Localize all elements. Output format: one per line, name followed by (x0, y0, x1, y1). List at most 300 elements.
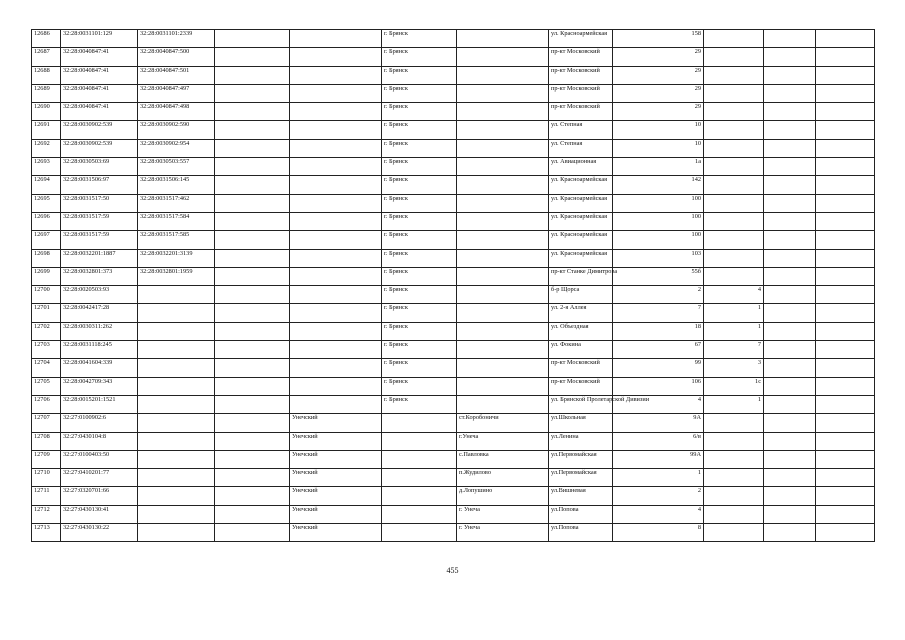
cell-building (704, 103, 764, 121)
cell-empty (215, 322, 290, 340)
cell-cadastral-number: 32:28:0031517:59 (61, 212, 138, 230)
cell-empty (816, 212, 875, 230)
cell-city: г. Брянск (382, 158, 457, 176)
cell-district (290, 267, 382, 285)
cell-empty (816, 103, 875, 121)
cell-district (290, 286, 382, 304)
cell-house: 55б (613, 267, 704, 285)
cell-street: пр-кт Московский (549, 48, 613, 66)
cell-row-number: 12704 (32, 359, 61, 377)
cell-house: 1а (613, 158, 704, 176)
cell-building (704, 30, 764, 48)
cell-cadastral-number: 32:28:0020503:93 (61, 286, 138, 304)
cell-district: Унечский (290, 524, 382, 542)
cell-row-number: 12692 (32, 139, 61, 157)
table-row (32, 395, 875, 413)
cell-settlement: г. Унеча (457, 505, 549, 523)
cell-cadastral-number: 32:28:0040847:41 (61, 103, 138, 121)
cell-district (290, 103, 382, 121)
cell-settlement (457, 359, 549, 377)
cell-street: ул. Степная (549, 139, 613, 157)
cell-cadastral-number-2 (138, 432, 215, 450)
cell-street: ул.Школьная (549, 414, 613, 432)
cell-building: 1с (704, 377, 764, 395)
cell-empty (215, 395, 290, 413)
cell-cadastral-number-2 (138, 359, 215, 377)
cell-cadastral-number: 32:28:0032201:1887 (61, 249, 138, 267)
cell-city: г. Брянск (382, 304, 457, 322)
cell-cadastral-number: 32:28:0042709:343 (61, 377, 138, 395)
cell-street: пр-кт Московский (549, 377, 613, 395)
cell-house: 10 (613, 121, 704, 139)
cell-city: г. Брянск (382, 176, 457, 194)
cell-street: пр-кт Московский (549, 84, 613, 102)
cell-cadastral-number: 32:28:0040847:41 (61, 84, 138, 102)
cell-house: 99 (613, 359, 704, 377)
cell-cadastral-number: 32:28:0040847:41 (61, 48, 138, 66)
cell-house: 18 (613, 322, 704, 340)
cell-empty (764, 395, 816, 413)
cell-row-number: 12700 (32, 286, 61, 304)
cell-empty (215, 304, 290, 322)
cell-street: ул. Красноармейская (549, 231, 613, 249)
cell-cadastral-number: 32:27:0430130:41 (61, 505, 138, 523)
cell-settlement: г.Унеча (457, 432, 549, 450)
cell-row-number: 12711 (32, 487, 61, 505)
cell-city (382, 487, 457, 505)
cell-building: 7 (704, 341, 764, 359)
cell-row-number: 12689 (32, 84, 61, 102)
cell-house: 100 (613, 231, 704, 249)
cell-street: ул.Попова (549, 505, 613, 523)
cell-street: пр-кт Станке Димитрова (549, 267, 613, 285)
cell-district (290, 84, 382, 102)
table-row (32, 505, 875, 523)
cell-house: 29 (613, 66, 704, 84)
cell-empty (764, 469, 816, 487)
cell-empty (764, 121, 816, 139)
table-row (32, 66, 875, 84)
cell-empty (816, 414, 875, 432)
cell-street: ул. Объездная (549, 322, 613, 340)
cell-row-number: 12710 (32, 469, 61, 487)
cell-empty (816, 84, 875, 102)
cell-row-number: 12699 (32, 267, 61, 285)
cell-district (290, 176, 382, 194)
register-table (31, 29, 875, 542)
cell-building (704, 66, 764, 84)
cell-district (290, 48, 382, 66)
cell-settlement (457, 341, 549, 359)
cell-row-number: 12688 (32, 66, 61, 84)
cell-empty (816, 450, 875, 468)
table-row (32, 103, 875, 121)
cell-cadastral-number-2: 32:28:0031101:2339 (138, 30, 215, 48)
cell-row-number: 12698 (32, 249, 61, 267)
cell-building: 1 (704, 322, 764, 340)
cell-cadastral-number: 32:28:0031101:129 (61, 30, 138, 48)
cell-row-number: 12707 (32, 414, 61, 432)
cell-district (290, 139, 382, 157)
cell-empty (816, 231, 875, 249)
cell-street: ул. Красноармейская (549, 30, 613, 48)
cell-cadastral-number: 32:28:0031506:97 (61, 176, 138, 194)
cell-empty (764, 524, 816, 542)
cell-district (290, 121, 382, 139)
table-row (32, 377, 875, 395)
cell-house: 99А (613, 450, 704, 468)
cell-empty (764, 48, 816, 66)
cell-street: б-р Щорса (549, 286, 613, 304)
cell-street: ул.Первомайская (549, 469, 613, 487)
cell-cadastral-number-2 (138, 450, 215, 468)
cell-cadastral-number-2: 32:28:0031506:145 (138, 176, 215, 194)
table-row (32, 231, 875, 249)
cell-row-number: 12713 (32, 524, 61, 542)
cell-row-number: 12708 (32, 432, 61, 450)
cell-cadastral-number-2: 32:28:0030902:954 (138, 139, 215, 157)
cell-empty (764, 103, 816, 121)
cell-building: 4 (704, 286, 764, 304)
cell-city: г. Брянск (382, 121, 457, 139)
cell-cadastral-number-2: 32:28:0030503:557 (138, 158, 215, 176)
cell-empty (764, 414, 816, 432)
cell-city: г. Брянск (382, 84, 457, 102)
cell-empty (764, 249, 816, 267)
table-row (32, 139, 875, 157)
cell-building (704, 158, 764, 176)
cell-empty (764, 304, 816, 322)
table-row (32, 249, 875, 267)
cell-settlement (457, 267, 549, 285)
cell-empty (816, 30, 875, 48)
cell-cadastral-number: 32:27:0430104:8 (61, 432, 138, 450)
cell-city: г. Брянск (382, 48, 457, 66)
cell-settlement (457, 194, 549, 212)
cell-empty (215, 121, 290, 139)
cell-district: Унечский (290, 450, 382, 468)
cell-building (704, 139, 764, 157)
cell-empty (816, 359, 875, 377)
cell-cadastral-number-2: 32:28:0040847:497 (138, 84, 215, 102)
cell-empty (816, 487, 875, 505)
cell-settlement (457, 103, 549, 121)
cell-district (290, 30, 382, 48)
cell-cadastral-number-2: 32:28:0040847:498 (138, 103, 215, 121)
cell-empty (764, 139, 816, 157)
cell-cadastral-number: 32:27:0100403:50 (61, 450, 138, 468)
cell-cadastral-number-2: 32:28:0040847:500 (138, 48, 215, 66)
cell-city (382, 505, 457, 523)
cell-empty (215, 48, 290, 66)
cell-district (290, 322, 382, 340)
cell-cadastral-number-2 (138, 395, 215, 413)
page-number: 455 (446, 566, 459, 575)
cell-district (290, 249, 382, 267)
cell-settlement (457, 249, 549, 267)
cell-empty (215, 469, 290, 487)
cell-empty (816, 432, 875, 450)
cell-cadastral-number: 32:28:0031118:245 (61, 341, 138, 359)
cell-district (290, 158, 382, 176)
table-row (32, 121, 875, 139)
cell-building (704, 231, 764, 249)
cell-empty (215, 249, 290, 267)
cell-building (704, 450, 764, 468)
cell-district: Унечский (290, 505, 382, 523)
cell-building (704, 487, 764, 505)
cell-empty (764, 267, 816, 285)
cell-cadastral-number: 32:27:0410201:77 (61, 469, 138, 487)
cell-empty (215, 414, 290, 432)
cell-row-number: 12705 (32, 377, 61, 395)
cell-city: г. Брянск (382, 249, 457, 267)
cell-settlement (457, 286, 549, 304)
cell-house: 100 (613, 194, 704, 212)
cell-row-number: 12694 (32, 176, 61, 194)
cell-settlement (457, 304, 549, 322)
cell-empty (764, 432, 816, 450)
cell-cadastral-number: 32:28:0041604:339 (61, 359, 138, 377)
cell-street: ул.Вишневая (549, 487, 613, 505)
cell-house: 4 (613, 505, 704, 523)
cell-house: 4 (613, 395, 704, 413)
cell-street: ул.Попова (549, 524, 613, 542)
cell-empty (215, 194, 290, 212)
cell-house: 9А (613, 414, 704, 432)
cell-empty (215, 524, 290, 542)
cell-house: 7 (613, 304, 704, 322)
table-row (32, 304, 875, 322)
cell-street: ул.Первомайская (549, 450, 613, 468)
cell-row-number: 12702 (32, 322, 61, 340)
cell-settlement (457, 84, 549, 102)
cell-settlement (457, 231, 549, 249)
cell-cadastral-number-2 (138, 524, 215, 542)
cell-city: г. Брянск (382, 377, 457, 395)
cell-house: 10 (613, 139, 704, 157)
cell-empty (764, 505, 816, 523)
cell-cadastral-number-2 (138, 487, 215, 505)
cell-cadastral-number-2 (138, 414, 215, 432)
cell-building: 1 (704, 395, 764, 413)
cell-settlement (457, 139, 549, 157)
cell-cadastral-number-2: 32:28:0031517:462 (138, 194, 215, 212)
cell-house: 2 (613, 286, 704, 304)
cell-empty (215, 231, 290, 249)
table-row (32, 432, 875, 450)
cell-building: 1 (704, 304, 764, 322)
cell-empty (816, 304, 875, 322)
cell-street: ул. Брянской Пролетарской Дивизии (549, 395, 613, 413)
cell-empty (215, 84, 290, 102)
cell-row-number: 12693 (32, 158, 61, 176)
cell-empty (215, 66, 290, 84)
cell-cadastral-number-2: 32:28:0031517:585 (138, 231, 215, 249)
cell-empty (816, 395, 875, 413)
cell-empty (816, 524, 875, 542)
cell-cadastral-number-2 (138, 286, 215, 304)
cell-building (704, 48, 764, 66)
cell-district (290, 359, 382, 377)
cell-building (704, 469, 764, 487)
cell-settlement (457, 48, 549, 66)
cell-street: ул. Красноармейская (549, 212, 613, 230)
cell-building (704, 212, 764, 230)
table-row (32, 176, 875, 194)
cell-settlement: п.Жудилово (457, 469, 549, 487)
cell-row-number: 12696 (32, 212, 61, 230)
cell-empty (215, 139, 290, 157)
cell-building: 3 (704, 359, 764, 377)
cell-city: г. Брянск (382, 395, 457, 413)
cell-empty (816, 341, 875, 359)
cell-house: 100 (613, 212, 704, 230)
cell-settlement: с.Павловка (457, 450, 549, 468)
cell-settlement (457, 176, 549, 194)
cell-empty (764, 231, 816, 249)
cell-building (704, 505, 764, 523)
cell-row-number: 12695 (32, 194, 61, 212)
cell-empty (764, 322, 816, 340)
cell-street: ул. Красноармейская (549, 176, 613, 194)
cell-district: Унечский (290, 487, 382, 505)
cell-empty (816, 322, 875, 340)
cell-empty (215, 432, 290, 450)
cell-cadastral-number: 32:28:0015201:1521 (61, 395, 138, 413)
table-row (32, 341, 875, 359)
cell-empty (764, 487, 816, 505)
cell-city (382, 469, 457, 487)
cell-house: 158 (613, 30, 704, 48)
cell-row-number: 12701 (32, 304, 61, 322)
cell-empty (764, 377, 816, 395)
cell-row-number: 12709 (32, 450, 61, 468)
cell-empty (816, 158, 875, 176)
cell-street: пр-кт Московский (549, 103, 613, 121)
cell-cadastral-number-2: 32:28:0032801:1959 (138, 267, 215, 285)
cell-street: пр-кт Московский (549, 359, 613, 377)
table-row (32, 322, 875, 340)
cell-cadastral-number: 32:28:0031517:59 (61, 231, 138, 249)
table-row (32, 267, 875, 285)
cell-cadastral-number-2 (138, 341, 215, 359)
cell-settlement (457, 212, 549, 230)
cell-empty (215, 359, 290, 377)
table-row (32, 286, 875, 304)
cell-city (382, 450, 457, 468)
cell-street: ул. Фокина (549, 341, 613, 359)
cell-street: ул.Ленина (549, 432, 613, 450)
cell-empty (215, 158, 290, 176)
cell-empty (816, 139, 875, 157)
cell-cadastral-number-2 (138, 505, 215, 523)
cell-street: ул. Авиационная (549, 158, 613, 176)
cell-cadastral-number: 32:28:0030503:69 (61, 158, 138, 176)
cell-district: Унечский (290, 469, 382, 487)
cell-house: 29 (613, 103, 704, 121)
cell-empty (215, 212, 290, 230)
cell-empty (764, 84, 816, 102)
cell-cadastral-number: 32:28:0030902:539 (61, 139, 138, 157)
cell-city: г. Брянск (382, 322, 457, 340)
cell-empty (816, 48, 875, 66)
cell-building (704, 176, 764, 194)
cell-row-number: 12687 (32, 48, 61, 66)
cell-empty (816, 66, 875, 84)
cell-empty (215, 286, 290, 304)
cell-building (704, 414, 764, 432)
cell-row-number: 12712 (32, 505, 61, 523)
cell-empty (764, 341, 816, 359)
cell-cadastral-number: 32:28:0030902:539 (61, 121, 138, 139)
cell-empty (215, 450, 290, 468)
cell-city: г. Брянск (382, 139, 457, 157)
cell-cadastral-number-2: 32:28:0031517:584 (138, 212, 215, 230)
cell-empty (764, 30, 816, 48)
cell-cadastral-number: 32:27:0100902:6 (61, 414, 138, 432)
cell-cadastral-number-2 (138, 304, 215, 322)
cell-cadastral-number-2: 32:28:0032201:3139 (138, 249, 215, 267)
cell-cadastral-number: 32:28:0040847:41 (61, 66, 138, 84)
table-row (32, 414, 875, 432)
cell-city: г. Брянск (382, 231, 457, 249)
cell-empty (215, 103, 290, 121)
cell-empty (764, 158, 816, 176)
cell-city: г. Брянск (382, 359, 457, 377)
cell-district (290, 66, 382, 84)
cell-building (704, 121, 764, 139)
cell-house: 29 (613, 48, 704, 66)
cell-cadastral-number-2 (138, 469, 215, 487)
cell-street: пр-кт Московский (549, 66, 613, 84)
cell-settlement (457, 66, 549, 84)
cell-empty (816, 249, 875, 267)
cell-row-number: 12690 (32, 103, 61, 121)
cell-cadastral-number: 32:27:0320701:66 (61, 487, 138, 505)
cell-street: ул. Красноармейская (549, 194, 613, 212)
table-row (32, 450, 875, 468)
table-row (32, 194, 875, 212)
cell-building (704, 267, 764, 285)
cell-city: г. Брянск (382, 267, 457, 285)
cell-empty (764, 359, 816, 377)
cell-empty (816, 176, 875, 194)
cell-district (290, 194, 382, 212)
cell-cadastral-number-2 (138, 322, 215, 340)
cell-district (290, 341, 382, 359)
cell-city: г. Брянск (382, 30, 457, 48)
cell-empty (215, 505, 290, 523)
cell-empty (215, 377, 290, 395)
cell-empty (215, 30, 290, 48)
cell-cadastral-number-2: 32:28:0030902:590 (138, 121, 215, 139)
cell-row-number: 12686 (32, 30, 61, 48)
cell-city (382, 432, 457, 450)
table-body (32, 30, 875, 542)
cell-street: ул. 2-я Аллея (549, 304, 613, 322)
cell-row-number: 12706 (32, 395, 61, 413)
cell-row-number: 12703 (32, 341, 61, 359)
table-row (32, 359, 875, 377)
cell-cadastral-number: 32:28:0031517:50 (61, 194, 138, 212)
cell-cadastral-number: 32:27:0430130:22 (61, 524, 138, 542)
cell-house: 67 (613, 341, 704, 359)
cell-city: г. Брянск (382, 194, 457, 212)
cell-street: ул. Красноармейская (549, 249, 613, 267)
cell-building (704, 194, 764, 212)
cell-city: г. Брянск (382, 341, 457, 359)
